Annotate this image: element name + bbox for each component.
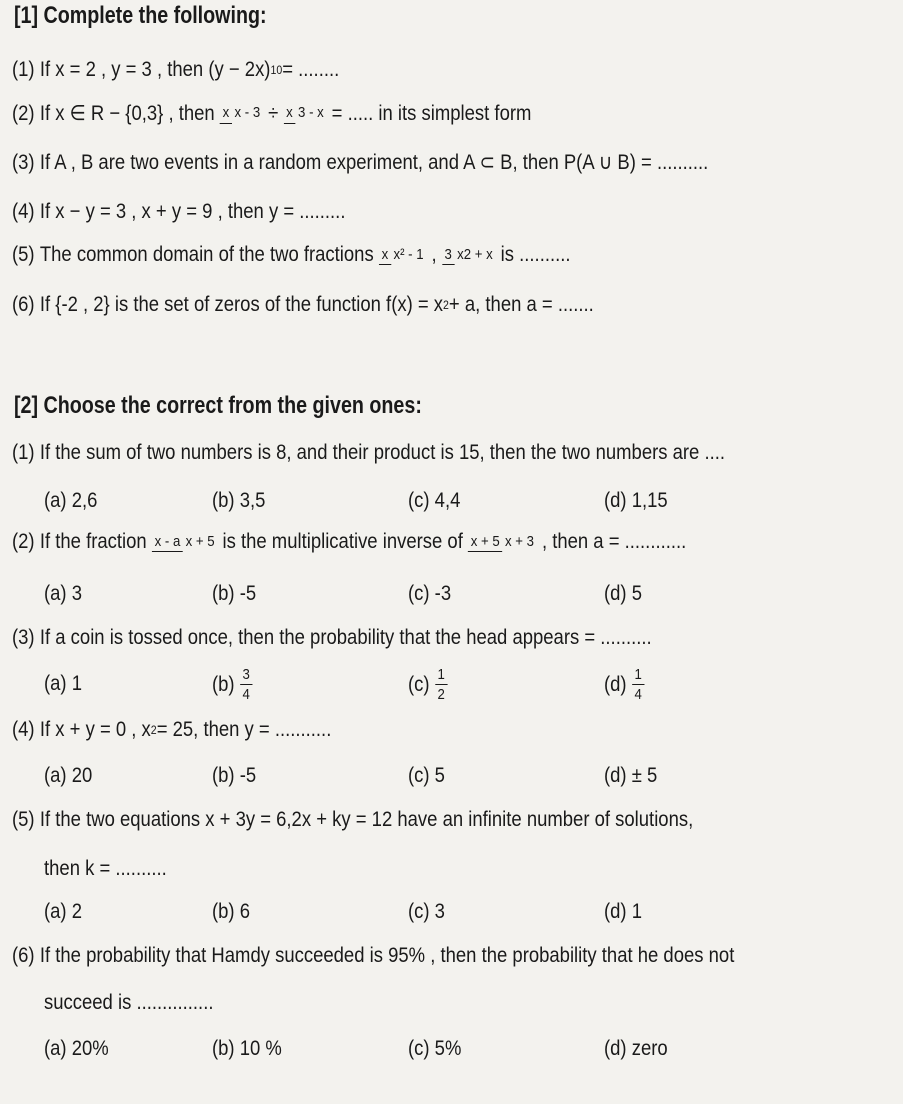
option-c[interactable] — [408, 666, 453, 704]
question-text-mid: is the multiplicative inverse of — [222, 530, 463, 553]
question-tail: is .......... — [500, 243, 571, 266]
option-a[interactable]: (a) 3 — [44, 582, 83, 605]
question-number: (3) — [12, 626, 35, 649]
s1-question-6: (6) If {-2 , 2} is the set of zeros of the function f(x) = x 2 + a, then a = ....... — [12, 293, 594, 316]
denominator: 3 - x — [298, 104, 324, 122]
denominator: x + 5 — [185, 532, 215, 550]
s1-question-3 — [12, 150, 708, 175]
option-b[interactable]: (b) 6 — [212, 900, 251, 923]
question-number: (4) — [12, 718, 35, 741]
s1-question-2 — [12, 101, 531, 126]
option-b[interactable]: (b) 10 % — [212, 1037, 282, 1060]
option-a[interactable]: (a) 2,6 — [44, 489, 98, 512]
question-text: If the sum of two numbers is 8, and their product is 15, then the two numbers are .... — [39, 441, 726, 464]
question-text: If the probability that Hamdy succeeded is 95% , then the probability that he does not — [39, 944, 735, 967]
question-tail: + a, then a = ....... — [448, 293, 594, 316]
question-text: If x ∈ R − {0,3} , then — [39, 102, 215, 125]
s2-question-4: (4) If x + y = 0 , x 2 = 25, then y = ........... — [12, 718, 332, 741]
fraction — [468, 532, 537, 552]
s1-question-5 — [12, 243, 571, 267]
question-number: (5) — [12, 808, 35, 831]
option-b[interactable]: (b) 3,5 — [212, 489, 266, 512]
question-text: The common domain of the two fractions — [39, 243, 374, 266]
fraction — [632, 666, 645, 704]
s2-question-6-continued: succeed is ............... — [44, 991, 214, 1014]
numerator: x — [379, 246, 391, 265]
s2-question-5-continued: then k = .......... — [44, 857, 167, 880]
denominator: x² - 1 — [393, 245, 424, 263]
question-tail: , then a = ............ — [541, 530, 687, 553]
option-a[interactable]: (a) 20 — [44, 764, 93, 787]
s1-question-4 — [12, 200, 345, 224]
question-text: If x − y = 3 , x + y = 9 , then y = ......... — [39, 200, 346, 223]
option-c[interactable]: (c) -3 — [408, 582, 452, 605]
question-number: (2) — [12, 530, 35, 553]
option-d[interactable]: (d) zero — [604, 1037, 668, 1060]
question-text: If a coin is tossed once, then the probability that the head appears = .......... — [39, 626, 652, 649]
option-c[interactable]: (c) 4,4 — [408, 489, 461, 512]
numerator: 1 — [435, 666, 448, 685]
question-text: If the fraction — [39, 530, 147, 553]
option-b[interactable] — [212, 666, 258, 704]
denominator: 2 — [437, 686, 445, 704]
fraction — [284, 103, 327, 123]
numerator: x — [284, 104, 296, 123]
question-text: If x + y = 0 , x — [39, 718, 151, 741]
s2-question-5 — [12, 808, 693, 832]
option-label: (c) — [408, 672, 430, 696]
numerator: 1 — [632, 666, 645, 685]
numerator: x + 5 — [468, 533, 502, 552]
question-number: (4) — [12, 200, 35, 223]
option-d[interactable] — [604, 666, 650, 704]
denominator: x + 3 — [505, 532, 535, 550]
s2-question-6 — [12, 944, 734, 968]
question-tail: = ..... in its simplest form — [331, 101, 532, 125]
option-d[interactable]: (d) ± 5 — [604, 764, 658, 787]
question-number: (1) — [12, 441, 35, 464]
question-number: (3) — [12, 150, 35, 174]
option-b[interactable]: (b) -5 — [212, 764, 257, 787]
question-number: (6) — [12, 944, 35, 967]
denominator: 4 — [242, 686, 250, 704]
option-d[interactable]: (d) 1 — [604, 900, 643, 923]
question-text: If the two equations x + 3y = 6,2x + ky = 12 have an infinite number of solutions, — [39, 808, 694, 831]
numerator: x - a — [152, 533, 183, 552]
fraction — [152, 532, 217, 552]
option-label: (b) — [212, 672, 235, 696]
denominator: x2 + x — [457, 245, 493, 263]
question-number: (6) — [12, 293, 35, 316]
option-d[interactable]: (d) 5 — [604, 582, 643, 605]
fraction — [220, 103, 263, 123]
fraction — [435, 666, 448, 704]
question-number: (5) — [12, 243, 35, 266]
question-tail: = 25, then y = ........... — [156, 718, 332, 741]
divide-sign: ÷ — [268, 101, 279, 125]
section1-title: [1] Complete the following: — [14, 2, 267, 29]
option-d[interactable]: (d) 1,15 — [604, 489, 668, 512]
option-c[interactable]: (c) 5 — [408, 764, 445, 787]
option-a[interactable]: (a) 1 — [44, 672, 83, 695]
separator: , — [431, 243, 437, 266]
numerator: x — [220, 104, 232, 123]
option-a[interactable]: (a) 2 — [44, 900, 83, 923]
numerator: 3 — [442, 246, 455, 265]
denominator: 4 — [634, 686, 642, 704]
option-label: (d) — [604, 672, 627, 696]
question-text: If x = 2 , y = 3 , then (y − 2x) — [39, 58, 271, 81]
question-number: (1) — [12, 58, 35, 81]
s2-question-2 — [12, 530, 686, 554]
fraction — [240, 666, 253, 704]
section2-title: [2] Choose the correct from the given ones: — [14, 392, 422, 419]
question-text: If A , B are two events in a random experiment, and A ⊂ B, then P(A ∪ B) = .......... — [39, 151, 709, 174]
question-tail: = ........ — [282, 58, 340, 81]
s1-question-1: (1) If x = 2 , y = 3 , then (y − 2x) 10 = ........ — [12, 58, 340, 81]
question-text: If {-2 , 2} is the set of zeros of the function f(x) = x — [39, 293, 444, 316]
option-a[interactable]: (a) 20% — [44, 1037, 109, 1060]
option-c[interactable]: (c) 5% — [408, 1037, 462, 1060]
question-number: (2) — [12, 101, 35, 125]
numerator: 3 — [240, 666, 253, 685]
fraction — [442, 245, 495, 265]
fraction — [379, 245, 426, 265]
denominator: x - 3 — [234, 104, 261, 122]
option-b[interactable]: (b) -5 — [212, 582, 257, 605]
s2-question-3 — [12, 626, 652, 650]
s2-question-1 — [12, 441, 725, 465]
option-c[interactable]: (c) 3 — [408, 900, 445, 923]
